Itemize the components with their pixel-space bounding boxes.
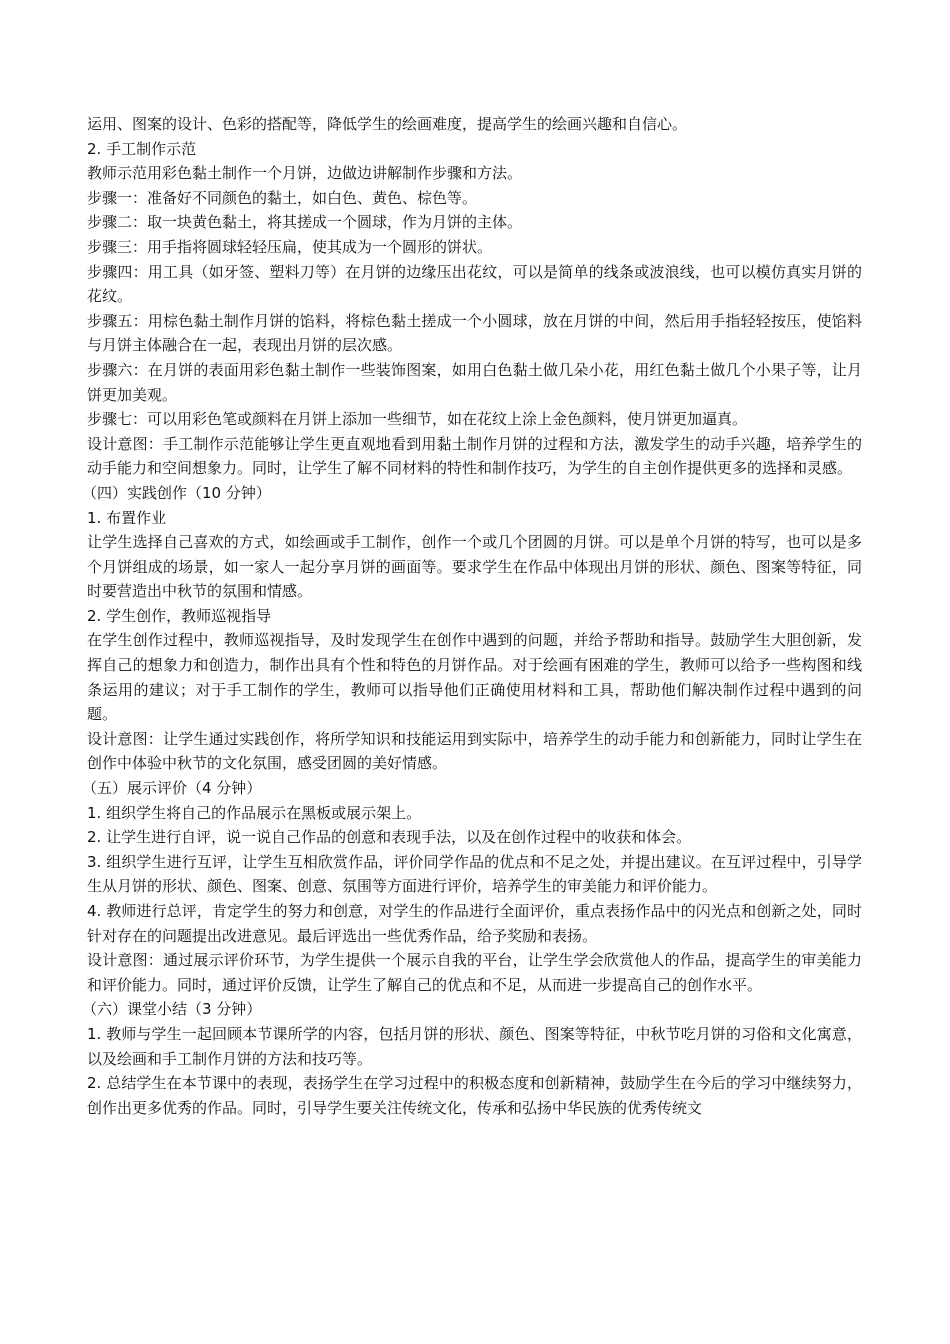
paragraph: 2. 总结学生在本节课中的表现，表扬学生在学习过程中的积极态度和创新精神，鼓励学生在今后的学习中继续努力，创作出更多优秀的作品。同时，引导学生要关注传统文化，传承和弘扬中华民族的优秀传统文 (87, 1074, 862, 1117)
paragraph: 教师示范用彩色黏土制作一个月饼，边做边讲解制作步骤和方法。 (87, 164, 523, 183)
paragraph: 步骤四：用工具（如牙签、塑料刀等）在月饼的边缘压出花纹，可以是简单的线条或波浪线，也可以模仿真实月饼的花纹。 (87, 262, 862, 306)
section-heading: （五）展示评价（4 分钟） (82, 779, 262, 798)
section-heading: （四）实践创作（10 分钟） (82, 483, 271, 502)
paragraph: 在学生创作过程中，教师巡视指导，及时发现学生在创作中遇到的问题，并给予帮助和指导。鼓励学生大胆创新，发挥自己的想象力和创造力，制作出具有个性和特色的月饼作品。对于绘画有困难的学生，教师可以给予一些构图和线条运用的建议；对于手工制作的学生，教师可以指导他们正确使用材料和工具，帮助他们解决制作过程中遇到的问题。 (87, 631, 862, 724)
paragraph: 设计意图：通过展示评价环节，为学生提供一个展示自我的平台，让学生学会欣赏他人的作品，提高学生的审美能力和评价能力。同时，通过评价反馈，让学生了解自己的优点和不足，从而进一步提高自己的创作水平。 (87, 951, 862, 994)
paragraph: 步骤二：取一块黄色黏土，将其搓成一个圆球，作为月饼的主体。 (87, 213, 523, 232)
paragraph: 设计意图：手工制作示范能够让学生更直观地看到用黏土制作月饼的过程和方法，激发学生的动手兴趣，培养学生的动手能力和空间想象力。同时，让学生了解不同材料的特性和制作技巧，为学生的自主创作提供更多的选择和灵感。 (87, 434, 862, 478)
paragraph: 步骤五：用棕色黏土制作月饼的馅料，将棕色黏土搓成一个小圆球，放在月饼的中间，然后用手指轻轻按压，使馅料与月饼主体融合在一起，表现出月饼的层次感。 (87, 311, 862, 355)
paragraph: 2. 让学生进行自评，说一说自己作品的创意和表现手法，以及在创作过程中的收获和体会。 (87, 828, 692, 847)
paragraph: 步骤六：在月饼的表面用彩色黏土制作一些装饰图案，如用白色黏土做几朵小花，用红色黏土做几个小果子等，让月饼更加美观。 (87, 360, 862, 404)
paragraph: 3. 组织学生进行互评，让学生互相欣赏作品，评价同学作品的优点和不足之处，并提出建议。在互评过程中，引导学生从月饼的形状、颜色、图案、创意、氛围等方面进行评价，培养学生的审美能力和评价能力。 (87, 852, 862, 896)
paragraph: 步骤三：用手指将圆球轻轻压扁，使其成为一个圆形的饼状。 (87, 237, 493, 256)
paragraph: 步骤一：准备好不同颜色的黏土，如白色、黄色、棕色等。 (87, 188, 478, 207)
paragraph: 2. 学生创作，教师巡视指导 (87, 606, 272, 625)
paragraph: 设计意图：让学生通过实践创作，将所学知识和技能运用到实际中，培养学生的动手能力和创新能力，同时让学生在创作中体验中秋节的文化氛围，感受团圆的美好情感。 (87, 729, 862, 773)
paragraph: 1. 教师与学生一起回顾本节课所学的内容，包括月饼的形状、颜色、图案等特征，中秋节吃月饼的习俗和文化寓意，以及绘画和手工制作月饼的方法和技巧等。 (87, 1024, 862, 1068)
paragraph: 1. 布置作业 (87, 508, 167, 527)
paragraph: 4. 教师进行总评，肯定学生的努力和创意，对学生的作品进行全面评价，重点表扬作品中的闪光点和创新之处，同时针对存在的问题提出改进意见。最后评选出一些优秀作品，给予奖励和表扬。 (87, 902, 862, 945)
document-body (82, 112, 862, 1120)
section-heading: （六）课堂小结（3 分钟） (82, 1000, 262, 1019)
paragraph: 1. 组织学生将自己的作品展示在黑板或展示架上。 (87, 803, 422, 822)
paragraph: 让学生选择自己喜欢的方式，如绘画或手工制作，创作一个或几个团圆的月饼。可以是单个月饼的特写，也可以是多个月饼组成的场景，如一家人一起分享月饼的画面等。要求学生在作品中体现出月饼的形状、颜色、图案等特征，同时要营造出中秋节的氛围和情感。 (87, 533, 862, 601)
paragraph: 2. 手工制作示范 (87, 139, 197, 158)
paragraph: 运用、图案的设计、色彩的搭配等，降低学生的绘画难度，提高学生的绘画兴趣和自信心。 (87, 115, 688, 133)
paragraph: 步骤七：可以用彩色笔或颜料在月饼上添加一些细节，如在花纹上涂上金色颜料，使月饼更加逼真。 (87, 410, 748, 429)
